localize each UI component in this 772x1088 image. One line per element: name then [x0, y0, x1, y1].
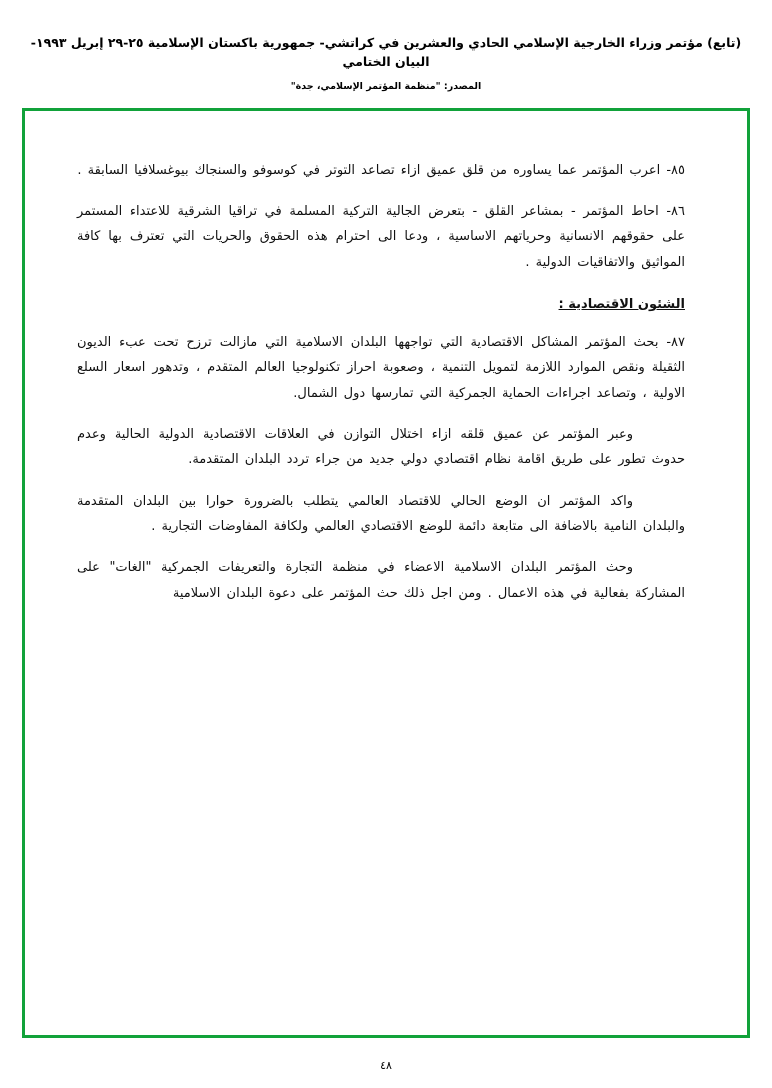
document-body: [25, 111, 747, 606]
paragraph-item-85: ٨٥- اعرب المؤتمر عما يساوره من قلق عميق ازاء تصاعد التوتر في كوسوفو والسنجاك بيوغسلافيا السابقة .: [77, 162, 685, 178]
paragraph-dialogue: واكد المؤتمر ان الوضع الحالي للاقتصاد العالمي يتطلب بالضرورة حوارا بين البلدان المتقدمة والبلدان النامية بالاضافة الى متابعة دائمة للوضع الاقتصادي العالمي ولكافة المفاوضات التجارية .: [77, 493, 685, 534]
page-header: [0, 0, 772, 92]
paragraph-item-86: ٨٦- احاط المؤتمر - بمشاعر القلق - بتعرض الجالية التركية المسلمة في تراقيا الشرقية للاعتداء المستمر على حقوقهم الانسانية وحرياتهم الاساسية ، ودعا الى احترام هذه الحقوق والحريات التي تعترف بها كافة المواثيق والاتفاقيات الدولية .: [77, 203, 685, 270]
page-number: ٤٨: [380, 1059, 392, 1072]
paragraph-balance: وعبر المؤتمر عن عميق قلقه ازاء اختلال التوازن في العلاقات الاقتصادية الدولية الحالية وعدم حدوث تطور على طريق اقامة نظام اقتصادي دولي جديد من جراء تردد البلدان المتقدمة.: [77, 426, 685, 468]
paragraph-gatt: وحث المؤتمر البلدان الاسلامية الاعضاء في منظمة التجارة والتعريفات الجمركية "الغات" على المشاركة بفعالية في هذه الاعمال . ومن اجل ذلك حث المؤتمر على دعوة البلدان الاسلامية: [77, 560, 685, 601]
paragraph-item-87: ٨٧- بحث المؤتمر المشاكل الاقتصادية التي تواجهها البلدان الاسلامية التي مازالت ترزح تحت عبء الديون الثقيلة ونقص الموارد اللازمة لتمويل التنمية ، وصعوبة احراز تكنولوجيا العالم المتقدم ، وتدهور اسعار السلع الاولية ، وتصاعد اجراءات الحماية الجمركية التي تمارسها دول الشمال.: [77, 334, 685, 401]
header-source: المصدر: "منظمة المؤتمر الإسلامي، جدة": [290, 80, 482, 92]
header-title: (تابع) مؤتمر وزراء الخارجية الإسلامي الحادي والعشرين في كراتشي- جمهورية باكستان الإسلامية ٢٥-٢٩ إبريل ١٩٩٣- البيان الختامي: [30, 35, 742, 69]
page-footer: [0, 1059, 772, 1072]
content-frame: [22, 108, 750, 1038]
section-heading-economic: الشئون الاقتصادية :: [558, 296, 685, 312]
